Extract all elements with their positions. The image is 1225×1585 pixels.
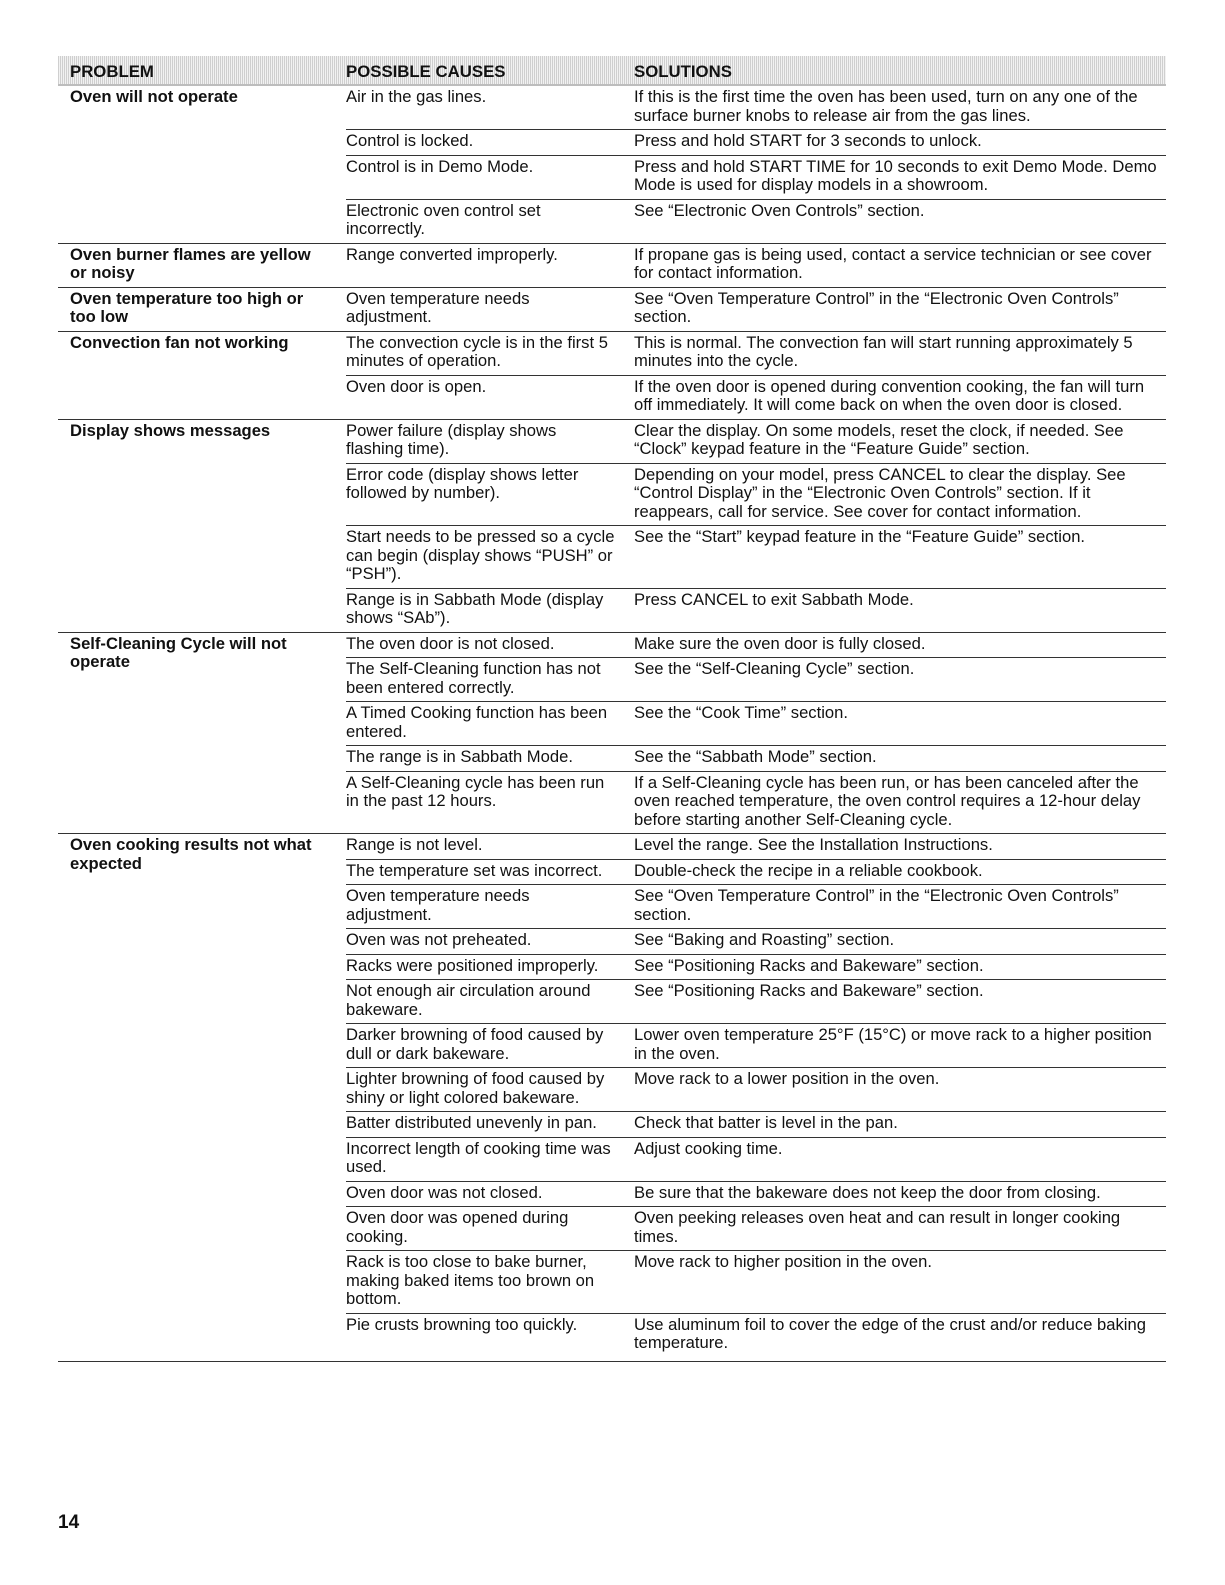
cause-cell: Air in the gas lines. [346,87,487,106]
problem-cell: Oven temperature too high or too low [58,287,346,331]
cause-cell: Pie crusts browning too quickly. [346,1313,634,1361]
cause-cell: Racks were positioned improperly. [346,954,634,980]
solution-cell: If this is the first time the oven has been used, turn on any one of the surface burner knobs to release air from the gas lines. [634,87,1138,125]
problem-cell: Display shows messages [58,419,346,632]
cause-cell: Control is locked. [346,130,634,156]
cause-cell: Range is in Sabbath Mode (display shows “SAb”). [346,588,634,632]
solution-cell: Adjust cooking time. [634,1137,1166,1181]
solution-cell: See “Positioning Racks and Bakeware” section. [634,980,1166,1024]
cause-cell: A Self-Cleaning cycle has been run in the past 12 hours. [346,771,634,834]
solution-cell: Use aluminum foil to cover the edge of the crust and/or reduce baking temperature. [634,1313,1166,1361]
solution-cell: See the “Cook Time” section. [634,702,1166,746]
solution-cell: Double-check the recipe in a reliable cookbook. [634,859,1166,885]
solution-cell: Be sure that the bakeware does not keep the door from closing. [634,1181,1166,1207]
table-body [58,85,1166,1361]
cause-cell: Rack is too close to bake burner, making baked items too brown on bottom. [346,1251,634,1314]
cause-cell: Oven door was not closed. [346,1181,634,1207]
cause-cell: A Timed Cooking function has been entered. [346,702,634,746]
cause-cell: Error code (display shows letter followed by number). [346,463,634,526]
cause-cell: Power failure (display shows flashing time). [346,419,634,463]
solution-cell: Press CANCEL to exit Sabbath Mode. [634,588,1166,632]
solution-cell: If a Self-Cleaning cycle has been run, or has been canceled after the oven reached temperature, the oven control requires a 12-hour delay before starting another Self-Cleaning cycle. [634,771,1166,834]
solution-cell: Depending on your model, press CANCEL to clear the display. See “Control Display” in the “Electronic Oven Controls” section. If it reappears, call for service. See cover for contact information. [634,463,1166,526]
solution-cell: See “Electronic Oven Controls” section. [634,199,1166,243]
cause-cell: Oven door was opened during cooking. [346,1207,634,1251]
cause-cell: Electronic oven control set incorrectly. [346,199,634,243]
solution-cell: See “Oven Temperature Control” in the “Electronic Oven Controls” section. [634,885,1166,929]
cause-cell: The range is in Sabbath Mode. [346,746,634,772]
solution-cell: See the “Self-Cleaning Cycle” section. [634,658,1166,702]
table-row [58,834,1166,860]
solution-cell: Level the range. See the Installation Instructions. [634,834,1166,860]
cause-cell: The oven door is not closed. [346,632,634,658]
solution-cell: Make sure the oven door is fully closed. [634,632,1166,658]
solution-cell: Move rack to higher position in the oven. [634,1251,1166,1314]
solution-cell: If propane gas is being used, contact a service technician or see cover for contact information. [634,243,1166,287]
troubleshooting-page [58,56,1166,1362]
cause-cell: The convection cycle is in the first 5 minutes of operation. [346,331,634,375]
cause-cell: Range converted improperly. [346,243,634,287]
header-problem: PROBLEM [58,56,346,85]
cause-cell: Oven temperature needs adjustment. [346,287,634,331]
problem-cell: Oven will not operate [70,87,238,106]
solution-cell: If the oven door is opened during convention cooking, the fan will turn off immediately. It will come back on when the oven door is closed. [634,375,1166,419]
solution-cell: Press and hold START for 3 seconds to unlock. [634,130,1166,156]
cause-cell: Start needs to be pressed so a cycle can begin (display shows “PUSH” or “PSH”). [346,526,634,589]
cause-cell: Oven was not preheated. [346,929,634,955]
solution-cell: Clear the display. On some models, reset the clock, if needed. See “Clock” keypad feature in the “Feature Guide” section. [634,419,1166,463]
cause-cell: Not enough air circulation around bakeware. [346,980,634,1024]
cause-cell: Batter distributed unevenly in pan. [346,1112,634,1138]
problem-cell: Oven burner flames are yellow or noisy [58,243,346,287]
cause-cell: Lighter browning of food caused by shiny or light colored bakeware. [346,1068,634,1112]
troubleshooting-table [58,56,1166,1361]
table-row [58,632,1166,658]
solution-cell: See “Positioning Racks and Bakeware” section. [634,954,1166,980]
solution-cell: Oven peeking releases oven heat and can result in longer cooking times. [634,1207,1166,1251]
solution-cell: This is normal. The convection fan will start running approximately 5 minutes into the cycle. [634,331,1166,375]
solution-cell: Press and hold START TIME for 10 seconds to exit Demo Mode. Demo Mode is used for display models in a showroom. [634,155,1166,199]
solution-cell: See “Baking and Roasting” section. [634,929,1166,955]
table-row [58,85,1166,130]
table-row [58,419,1166,463]
table-row [58,331,1166,375]
cause-cell: Incorrect length of cooking time was used. [346,1137,634,1181]
cause-cell: The Self-Cleaning function has not been entered correctly. [346,658,634,702]
solution-cell: Move rack to a lower position in the oven. [634,1068,1166,1112]
solution-cell: Check that batter is level in the pan. [634,1112,1166,1138]
table-end-rule [58,1361,1166,1362]
solution-cell: See the “Start” keypad feature in the “Feature Guide” section. [634,526,1166,589]
solution-cell: See the “Sabbath Mode” section. [634,746,1166,772]
page-number: 14 [58,1512,80,1533]
table-row [58,287,1166,331]
problem-cell: Self-Cleaning Cycle will not operate [58,632,346,834]
table-header [58,56,1166,85]
cause-cell: Control is in Demo Mode. [346,155,634,199]
cause-cell: Oven door is open. [346,375,634,419]
cause-cell: The temperature set was incorrect. [346,859,634,885]
cause-cell: Darker browning of food caused by dull or dark bakeware. [346,1024,634,1068]
header-solutions: SOLUTIONS [634,56,1166,85]
solution-cell: Lower oven temperature 25°F (15°C) or move rack to a higher position in the oven. [634,1024,1166,1068]
solution-cell: See “Oven Temperature Control” in the “Electronic Oven Controls” section. [634,287,1166,331]
header-possible-causes: POSSIBLE CAUSES [346,56,634,85]
cause-cell: Range is not level. [346,834,634,860]
problem-cell: Oven cooking results not what expected [58,834,346,1361]
table-row [58,243,1166,287]
cause-cell: Oven temperature needs adjustment. [346,885,634,929]
problem-cell: Convection fan not working [58,331,346,419]
